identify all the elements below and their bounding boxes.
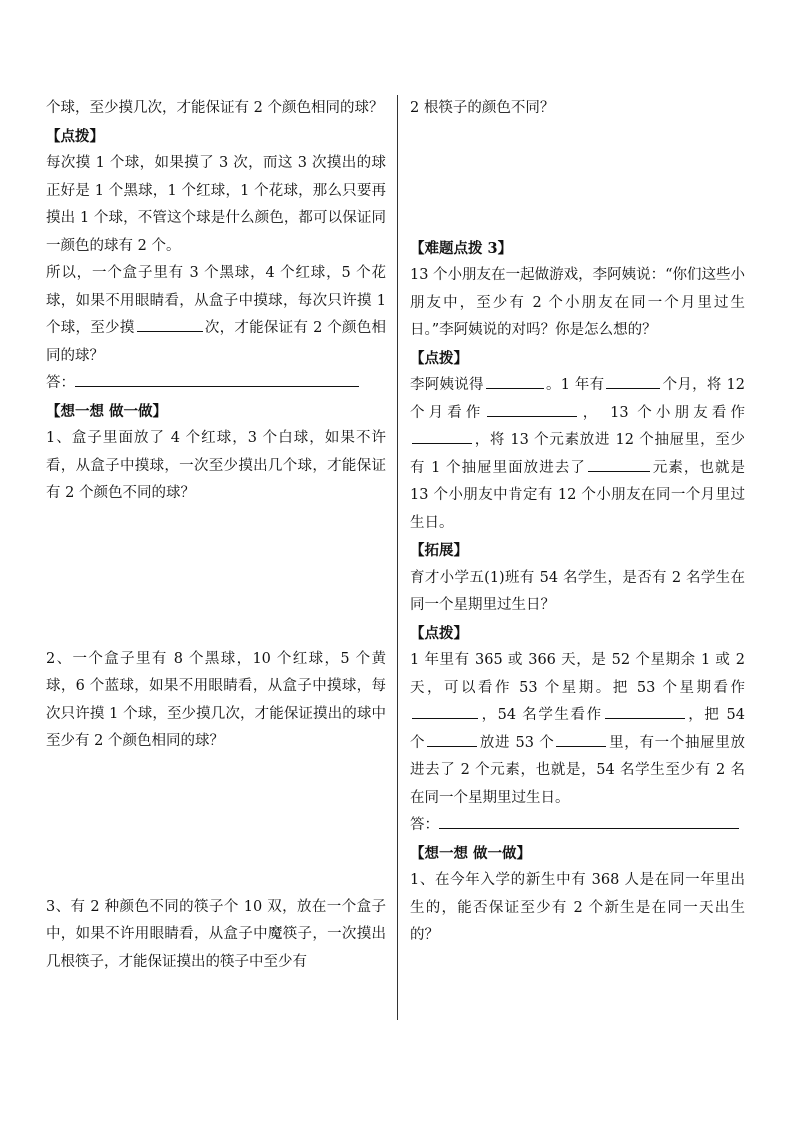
right-paragraph-3 <box>410 372 745 537</box>
text-segment: ， 13 个小朋友看作 <box>578 404 745 421</box>
left-question-1: 1、盒子里面放了 4 个红球，3 个白球，如果不许看，从盒子中摸球，一次至少摸出几个球，才能保证有 2 个颜色不同的球？ <box>46 430 386 501</box>
right-heading-hint-2: 【点拨】 <box>410 624 468 642</box>
answer-blank[interactable] <box>412 442 472 444</box>
answer-blank[interactable] <box>137 330 203 332</box>
right-heading-practice: 【想一想 做一做】 <box>410 844 532 862</box>
answer-blank[interactable] <box>486 387 544 389</box>
text-segment: 个月，将 12 个月看作 <box>410 377 746 421</box>
text-segment: ，54 名学生看作 <box>480 707 603 723</box>
left-paragraph-3b: 次，才能保证有 2 个颜色相同的球？ <box>46 320 386 364</box>
right-answer <box>410 812 745 840</box>
left-column <box>46 95 386 976</box>
left-heading-practice: 【想一想 做一做】 <box>46 402 168 420</box>
left-paragraph-2: 每次摸 1 个球，如果摸了 3 次，而这 3 次摸出的球正好是 1 个黑球，1 个红球，1 个花球，那么只要再摸出 1 个球，不管这个球是什么颜色，都可以保证同一颜色的球有 2 个。 <box>46 155 386 254</box>
left-question-2: 2、一个盒子里有 8 个黑球，10 个红球，5 个黄球，6 个蓝球，如果不用眼睛看，从盒子中摸球，每次只许摸 1 个球，至少摸几次，才能保证摸出的球中至少有 2 个颜色相同的球？ <box>46 650 386 749</box>
answer-line[interactable] <box>439 828 739 829</box>
right-paragraph-1: 2 根筷子的颜色不同？ <box>410 100 555 116</box>
right-paragraph-5 <box>410 647 745 812</box>
left-answer <box>46 370 386 398</box>
answer-space-2 <box>46 756 386 894</box>
answer-space-1 <box>46 508 386 646</box>
text-segment: 里，有一个抽屉里放进去了 2 个元素，也就是，54 名学生至少有 2 名在同一个星期里过生日。 <box>410 734 746 806</box>
answer-blank[interactable] <box>556 745 606 747</box>
right-heading-hint-1: 【点拨】 <box>410 349 468 367</box>
left-heading-hint: 【点拨】 <box>46 127 104 145</box>
left-paragraph-3a: 所以，一个盒子里有 3 个黑球，4 个红球，5 个花球，如果不用眼睛看，从盒子中摸球，每次只许摸 1 个球，至少摸 <box>46 265 386 336</box>
text-segment: ，将 13 个元素放进 12 个抽屉里，至少有 1 个抽屉里面放进去了 <box>410 432 745 476</box>
right-heading-extend: 【拓展】 <box>410 542 468 559</box>
answer-blank[interactable] <box>588 470 650 472</box>
answer-blank[interactable] <box>427 745 477 747</box>
answer-line[interactable] <box>75 386 359 387</box>
left-paragraph-3 <box>46 260 386 370</box>
right-heading-difficult: 【难题点拨 3】 <box>410 239 513 257</box>
text-segment: 元素，也就是 13 个小朋友中肯定有 12 个小朋友在同一个月里过生日。 <box>410 459 745 531</box>
right-paragraph-2: 13 个小朋友在一起做游戏，李阿姨说：“你们这些小朋友中，至少有 2 个小朋友在同一个月里过生日。”李阿姨说的对吗？你是怎么想的？ <box>410 267 745 338</box>
answer-label: 答： <box>410 817 439 833</box>
answer-blank[interactable] <box>487 415 577 417</box>
answer-space-3 <box>410 123 745 235</box>
text-segment: 李阿姨说得 <box>410 377 484 393</box>
column-divider <box>397 95 398 1020</box>
right-column <box>410 95 745 950</box>
left-question-3: 3、有 2 种颜色不同的筷子个 10 双，放在一个盒子中，如果不许用眼睛看，从盒子中魔筷子，一次摸出几根筷子，才能保证摸出的筷子中至少有 <box>46 898 386 970</box>
answer-blank[interactable] <box>606 387 660 389</box>
answer-blank[interactable] <box>412 717 478 719</box>
right-paragraph-4: 育才小学五(1)班有 54 名学生，是否有 2 名学生在同一个星期里过生日？ <box>410 569 745 613</box>
answer-label: 答： <box>46 375 75 391</box>
text-segment: 放进 53 个 <box>479 734 555 751</box>
text-segment: ，把 54 个 <box>410 707 746 751</box>
right-question-1: 1、在今年入学的新生中有 368 人是在同一年里出生的，能否保证至少有 2 个新生是在同一天出生的？ <box>410 872 745 943</box>
answer-blank[interactable] <box>605 717 685 719</box>
text-segment: 。1 年有 <box>545 377 605 393</box>
text-segment: 1 年里有 365 或 366 天，是 52 个星期余 1 或 2 天，可以看作 53 个星期。把 53 个星期看作 <box>410 652 745 696</box>
left-paragraph-1: 个球，至少摸几次，才能保证有 2 个颜色相同的球？ <box>46 100 384 116</box>
